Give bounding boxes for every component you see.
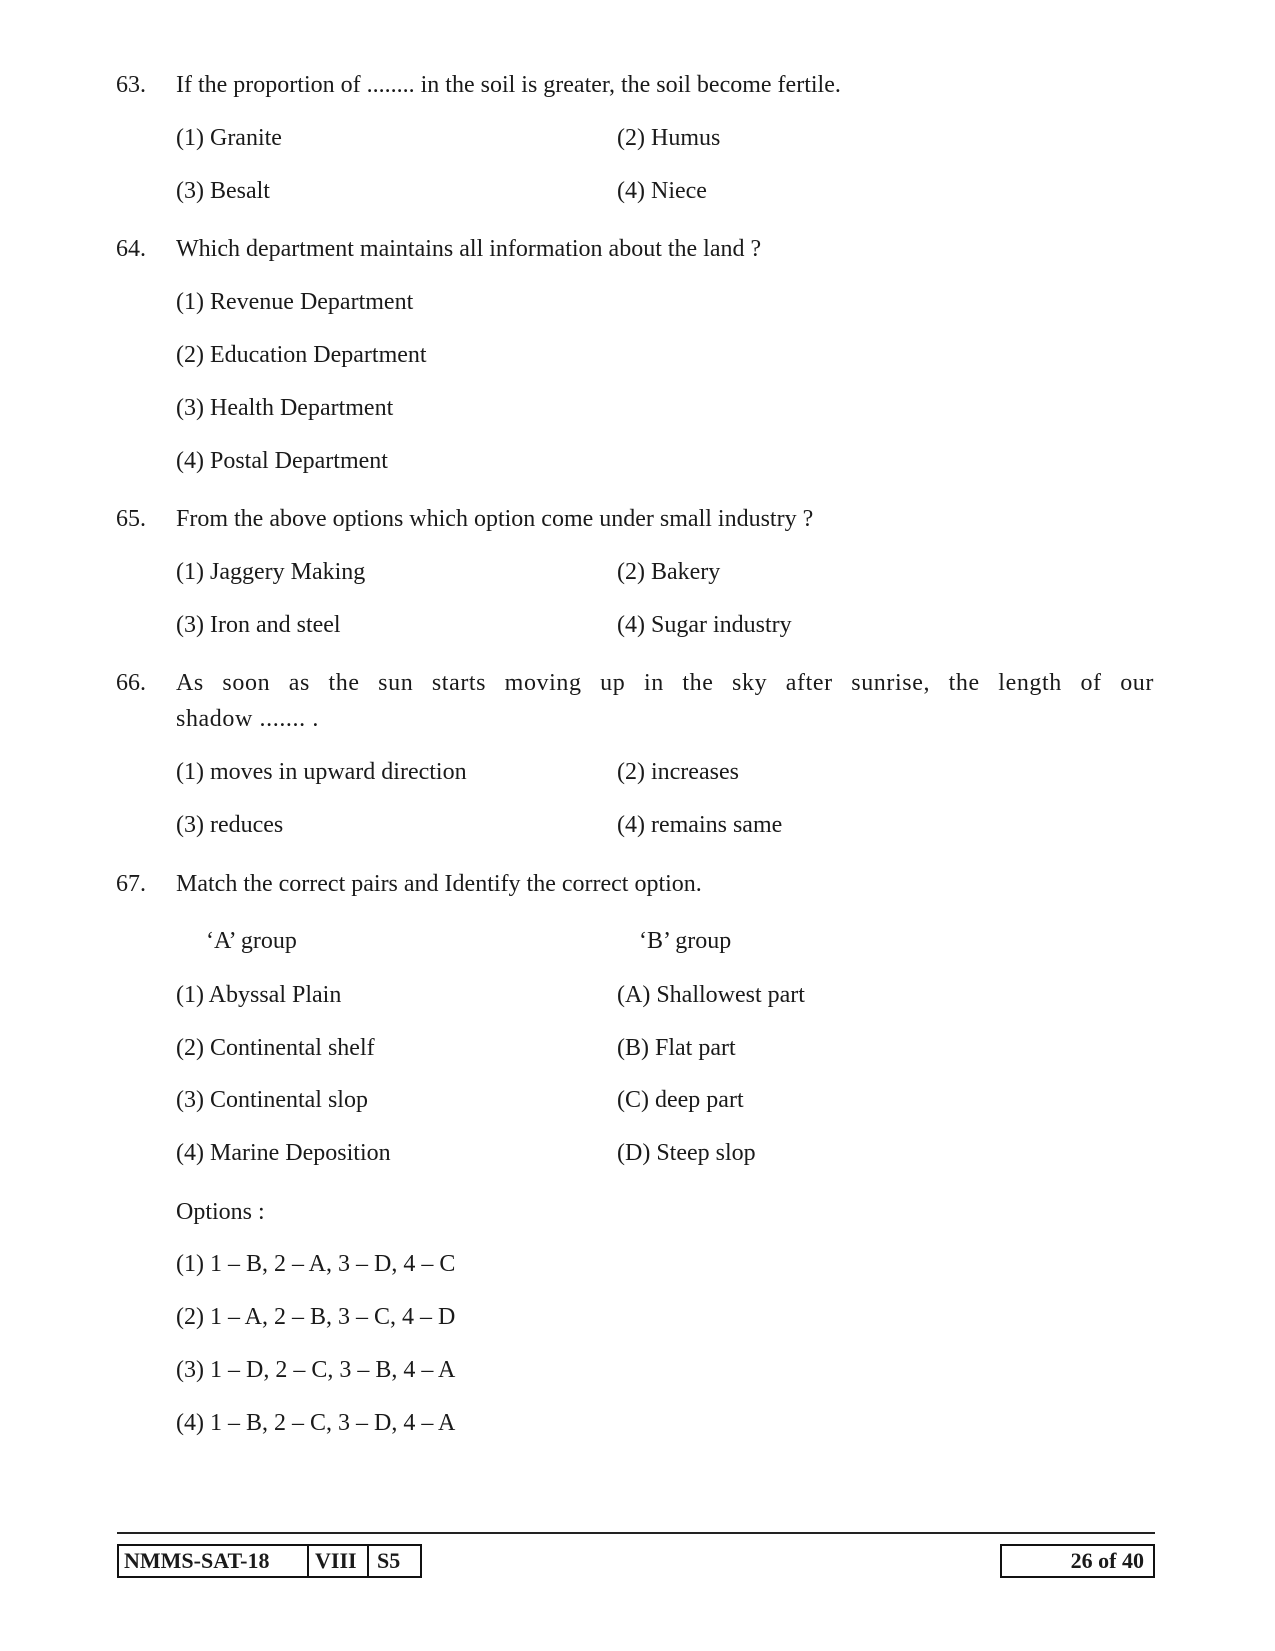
series-box: [367, 1544, 422, 1578]
question-text-continued: shadow ....... .: [176, 706, 319, 732]
page-number: 26 of 40: [1070, 1548, 1144, 1573]
series-label: S5: [377, 1548, 401, 1573]
question-text: If the proportion of ........ in the soil is greater, the soil become fertile.: [176, 72, 841, 98]
exam-code-box: [117, 1544, 309, 1578]
question-number: 66.: [116, 670, 146, 696]
group-b-header: ‘B’ group: [639, 928, 732, 954]
group-b-item: (C) deep part: [617, 1087, 744, 1113]
question-number: 64.: [116, 236, 146, 262]
page-number-box: [1000, 1544, 1155, 1578]
option: (4) Postal Department: [176, 448, 388, 474]
group-a-item: (4) Marine Deposition: [176, 1140, 391, 1166]
option: (3) Iron and steel: [176, 612, 341, 638]
option: (3) Besalt: [176, 178, 270, 204]
option: (2) Bakery: [617, 559, 721, 585]
option: (2) 1 – A, 2 – B, 3 – C, 4 – D: [176, 1304, 456, 1330]
class-box: [307, 1544, 369, 1578]
option: (2) Humus: [617, 125, 721, 151]
group-a-item: (1) Abyssal Plain: [176, 982, 342, 1008]
question-number: 65.: [116, 506, 146, 532]
group-b-item: (B) Flat part: [617, 1035, 736, 1061]
option: (3) reduces: [176, 812, 284, 838]
option: (4) Niece: [617, 178, 707, 204]
group-a-item: (3) Continental slop: [176, 1087, 368, 1113]
option: (2) Education Department: [176, 342, 427, 368]
group-b-item: (A) Shallowest part: [617, 982, 805, 1008]
option: (4) 1 – B, 2 – C, 3 – D, 4 – A: [176, 1410, 456, 1436]
class-label: VIII: [315, 1548, 357, 1573]
group-b-item: (D) Steep slop: [617, 1140, 756, 1166]
group-a-header: ‘A’ group: [206, 928, 297, 954]
option: (1) Jaggery Making: [176, 559, 366, 585]
question-text: Match the correct pairs and Identify the correct option.: [176, 871, 702, 897]
option: (1) Granite: [176, 125, 282, 151]
exam-code: NMMS-SAT-18: [124, 1548, 270, 1573]
question-number: 67.: [116, 871, 146, 897]
option: (4) remains same: [617, 812, 783, 838]
option: (1) Revenue Department: [176, 289, 414, 315]
option: (4) Sugar industry: [617, 612, 792, 638]
option: (3) Health Department: [176, 395, 394, 421]
group-a-item: (2) Continental shelf: [176, 1035, 375, 1061]
option: (2) increases: [617, 759, 739, 785]
option: (3) 1 – D, 2 – C, 3 – B, 4 – A: [176, 1357, 456, 1383]
option: (1) moves in upward direction: [176, 759, 467, 785]
option: (1) 1 – B, 2 – A, 3 – D, 4 – C: [176, 1251, 456, 1277]
question-text: As soon as the sun starts moving up in the sky after sunrise, the length of our: [176, 670, 1154, 696]
options-label: Options :: [176, 1199, 265, 1225]
question-number: 63.: [116, 72, 146, 98]
question-text: From the above options which option come under small industry ?: [176, 506, 814, 532]
footer-divider: [117, 1532, 1155, 1534]
question-text: Which department maintains all information about the land ?: [176, 236, 762, 262]
